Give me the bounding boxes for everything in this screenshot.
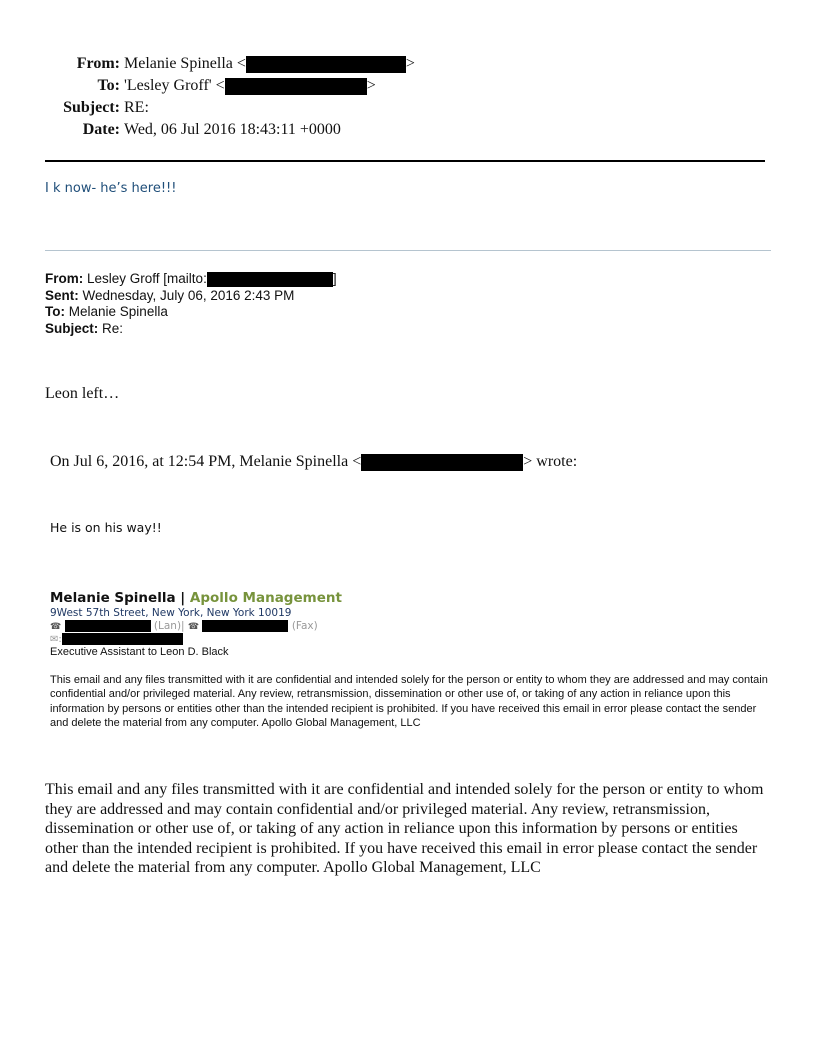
signature-email-colon: : bbox=[58, 634, 62, 645]
quoted-to-value: Melanie Spinella bbox=[68, 304, 168, 319]
quoted-sent-value: Wednesday, July 06, 2016 2:43 PM bbox=[82, 287, 295, 303]
date-value: Wed, 06 Jul 2016 18:43:11 +0000 bbox=[124, 121, 341, 138]
quoted-sent-row bbox=[45, 288, 337, 305]
header-divider bbox=[45, 160, 765, 162]
reply-text: I k now- he’s here!!! bbox=[45, 181, 177, 196]
quoted-body-text: Leon left… bbox=[45, 385, 120, 402]
subject-value: RE: bbox=[124, 99, 149, 116]
from-name: Melanie Spinella < bbox=[124, 55, 246, 72]
signature-name: Melanie Spinella bbox=[50, 590, 176, 606]
quote-attribution bbox=[50, 453, 577, 471]
header-subject-row bbox=[40, 97, 415, 119]
quoted-sent-label: Sent: bbox=[45, 287, 79, 303]
from-label: From: bbox=[76, 55, 120, 72]
signature-separator: | bbox=[175, 590, 190, 606]
signature-email-line bbox=[50, 633, 342, 645]
quoted-message-header bbox=[45, 271, 337, 337]
header-date-row bbox=[40, 119, 415, 141]
quoted-from-label: From: bbox=[45, 271, 84, 286]
redacted-email-block bbox=[361, 454, 523, 471]
quote-attribution-suffix: > wrote: bbox=[523, 453, 578, 470]
redacted-fax-block bbox=[202, 620, 288, 632]
signature-fax-label: (Fax) bbox=[291, 620, 318, 632]
quoted-to-label: To: bbox=[45, 304, 65, 319]
quoted-subject-label: Subject: bbox=[45, 320, 99, 336]
phone-icon: ☎ bbox=[50, 622, 62, 632]
header-to-row bbox=[40, 75, 415, 97]
phone-icon: ☎ bbox=[187, 622, 200, 632]
redacted-email-block bbox=[225, 78, 367, 95]
signature-company: Apollo Management bbox=[189, 590, 342, 606]
header-from-row bbox=[40, 53, 415, 75]
quoted-to-row bbox=[45, 304, 337, 321]
quoted-subject-row bbox=[45, 321, 337, 338]
email-signature bbox=[50, 590, 342, 658]
signature-disclaimer: This email and any files transmitted with it are confidential and intended solely for the person or entity to whom they are addressed and may contain confidential and/or privileged material. Any review, retransmission, dissemination or other use of, or taking of any action in reliance upon this information by persons or entities other than the intended recipient is prohibited. If you have received this email in error please contact the sender and delete the material from any computer. Apollo Global Management, LLC bbox=[50, 674, 768, 730]
redacted-email-block bbox=[62, 633, 183, 645]
signature-phone-line bbox=[50, 620, 342, 632]
message-divider bbox=[45, 250, 771, 251]
quote-attribution-prefix: On Jul 6, 2016, at 12:54 PM, Melanie Spinella < bbox=[50, 453, 362, 470]
signature-name-line bbox=[50, 590, 342, 606]
from-close: > bbox=[405, 55, 415, 72]
redacted-email-block bbox=[246, 56, 406, 73]
quoted-from-close: ] bbox=[332, 271, 337, 286]
quoted-from-value: Lesley Groff [mailto: bbox=[87, 271, 207, 286]
email-header bbox=[40, 53, 415, 141]
to-close: > bbox=[366, 77, 376, 94]
signature-address: 9West 57th Street, New York, New York 10019 bbox=[50, 607, 292, 619]
to-label: To: bbox=[97, 77, 120, 94]
email-disclaimer: This email and any files transmitted with it are confidential and intended solely for the person or entity to whom they are addressed and may contain confidential and/or privileged material. Any review, retransmission, dissemination or other use of, or taking of any action in reliance upon this information by persons or entities other than the intended recipient is prohibited. If you have received this email in error please contact the sender and delete the material from any computer. Apollo Global Management, LLC bbox=[45, 781, 764, 876]
signature-title: Executive Assistant to Leon D. Black bbox=[50, 646, 229, 658]
nested-quoted-body-text: He is on his way!! bbox=[50, 520, 162, 535]
envelope-icon: ✉ bbox=[50, 634, 59, 645]
redacted-phone-block bbox=[65, 620, 151, 632]
to-name: 'Lesley Groff' < bbox=[124, 77, 225, 94]
quoted-from-row bbox=[45, 271, 337, 288]
signature-lan-label: (Lan)| bbox=[153, 620, 185, 632]
quoted-subject-value: Re: bbox=[102, 320, 124, 336]
redacted-email-block bbox=[207, 272, 333, 287]
date-label: Date: bbox=[82, 121, 120, 138]
subject-label: Subject: bbox=[63, 99, 120, 116]
